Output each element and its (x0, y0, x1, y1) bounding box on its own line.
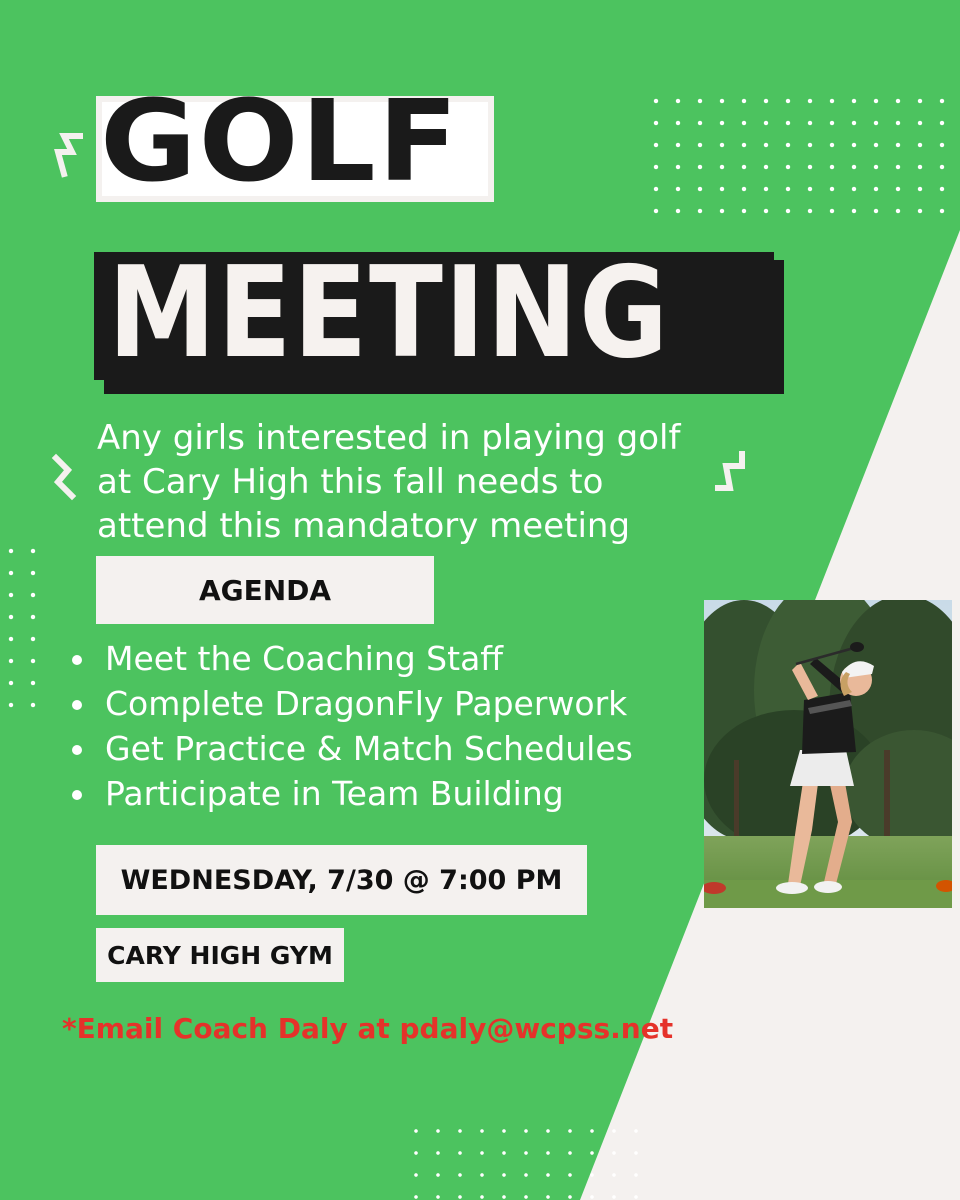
email-note: *Email Coach Daly at pdaly@wcpss.net (62, 1012, 674, 1045)
dot-grid-top-right (645, 90, 955, 230)
agenda-list (72, 636, 633, 816)
agenda-heading: AGENDA (96, 556, 434, 624)
agenda-item: Get Practice & Match Schedules (72, 726, 633, 771)
intro-line: at Cary High this fall needs to (97, 462, 604, 502)
headline-golf: GOLF (100, 77, 461, 207)
intro-line: attend this mandatory meeting (97, 506, 631, 546)
intro-line: Any girls interested in playing golf (97, 418, 681, 458)
dot-grid-bottom (405, 1120, 650, 1200)
dot-grid-left (0, 540, 44, 710)
agenda-item: Meet the Coaching Staff (72, 636, 633, 681)
meeting-venue: CARY HIGH GYM (96, 928, 344, 982)
agenda-item: Complete DragonFly Paperwork (72, 681, 633, 726)
headline-meeting: MEETING (108, 239, 670, 386)
golfer-photo (704, 600, 952, 908)
meeting-date-time: WEDNESDAY, 7/30 @ 7:00 PM (96, 845, 587, 915)
agenda-item: Participate in Team Building (72, 771, 633, 816)
intro-text (97, 416, 737, 548)
squiggle-icon (48, 452, 82, 504)
squiggle-icon (52, 130, 86, 180)
